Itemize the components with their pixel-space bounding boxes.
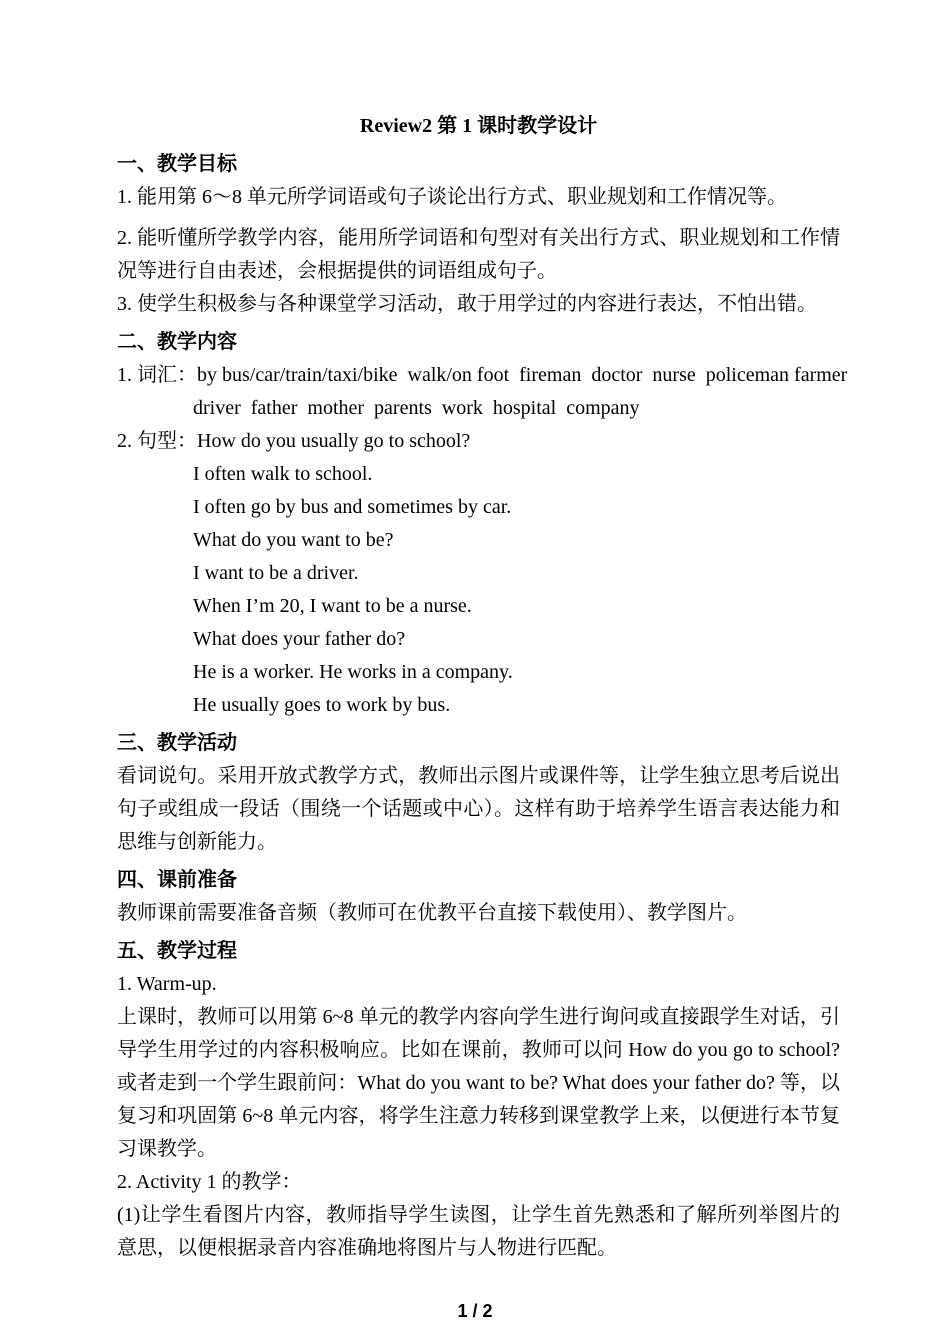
document-title: Review2 第 1 课时教学设计 [359, 115, 598, 137]
warmup-title: 1. Warm-up. [117, 973, 217, 995]
page-number: 1 / 2 [457, 1301, 493, 1321]
warmup-paragraph: 上课时，教师可以用第 6~8 单元的教学内容向学生进行询问或直接跟学生对话，引导学生用学过的内容积极响应。比如在课前，教师可以问 How do you go to school? 或者走到一个学生跟前问：What do you want to be? What does your father do? 等，以复习和巩固第 6~8 单元内容，将学生注意力转移到课堂教学上来，以便进行本节复习课教学。 [117, 1006, 840, 1160]
activities-paragraph: 看词说句。采用开放式教学方式，教师出示图片或课件等，让学生独立思考后说出句子或组成一段话（围绕一个话题或中心）。这样有助于培养学生语言表达能力和思维与创新能力。 [117, 765, 840, 853]
activity1-title: 2. Activity 1 的教学： [117, 1171, 302, 1193]
vocab-text-line2: driver father mother parents work hospital company [193, 397, 640, 419]
section-content [117, 326, 848, 722]
objective-item: 1. 能用第 6～8 单元所学词语或句子谈论出行方式、职业规划和工作情况等。 [117, 186, 787, 208]
pattern-sentence: I often go by bus and sometimes by car. [193, 496, 512, 518]
pattern-sentence: When I’m 20, I want to be a nurse. [193, 595, 472, 617]
patterns-label: 2. 句型： [117, 430, 197, 452]
section-heading-activities: 三、教学活动 [117, 732, 237, 754]
section-heading-content: 二、教学内容 [117, 331, 237, 353]
vocab-label: 1. 词汇： [117, 364, 197, 386]
pattern-sentence: I want to be a driver. [193, 562, 359, 584]
activity1-paragraph: (1)让学生看图片内容，教师指导学生读图，让学生首先熟悉和了解所列举图片的意思，以便根据录音内容准确地将图片与人物进行匹配。 [117, 1204, 840, 1259]
pattern-sentence: He usually goes to work by bus. [193, 694, 451, 716]
section-heading-objectives: 一、教学目标 [117, 153, 237, 175]
objective-item: 2. 能听懂所学教学内容，能用所学词语和句型对有关出行方式、职业规划和工作情况等进行自由表述，会根据提供的词语组成句子。 [117, 227, 840, 282]
section-heading-preparation: 四、课前准备 [117, 869, 237, 891]
section-preparation [117, 864, 840, 930]
vocab-text-line1: by bus/car/train/taxi/bike walk/on foot fireman doctor nurse policeman farmer [197, 364, 848, 386]
preparation-paragraph: 教师课前需要准备音频（教师可在优教平台直接下载使用）、教学图片。 [117, 902, 747, 924]
pattern-sentence: What do you want to be? [193, 529, 394, 551]
pattern-sentence-first: How do you usually go to school? [197, 430, 471, 452]
section-heading-process: 五、教学过程 [117, 940, 237, 962]
section-process [117, 935, 840, 1265]
objective-item: 3. 使学生积极参与各种课堂学习活动，敢于用学过的内容进行表达，不怕出错。 [117, 293, 817, 315]
patterns-row [117, 425, 840, 458]
vocab-row [117, 359, 848, 392]
section-activities [117, 727, 840, 859]
pattern-sentence: What does your father do? [193, 628, 406, 650]
pattern-sentence: I often walk to school. [193, 463, 373, 485]
pattern-sentence: He is a worker. He works in a company. [193, 661, 513, 683]
section-objectives [117, 148, 840, 321]
